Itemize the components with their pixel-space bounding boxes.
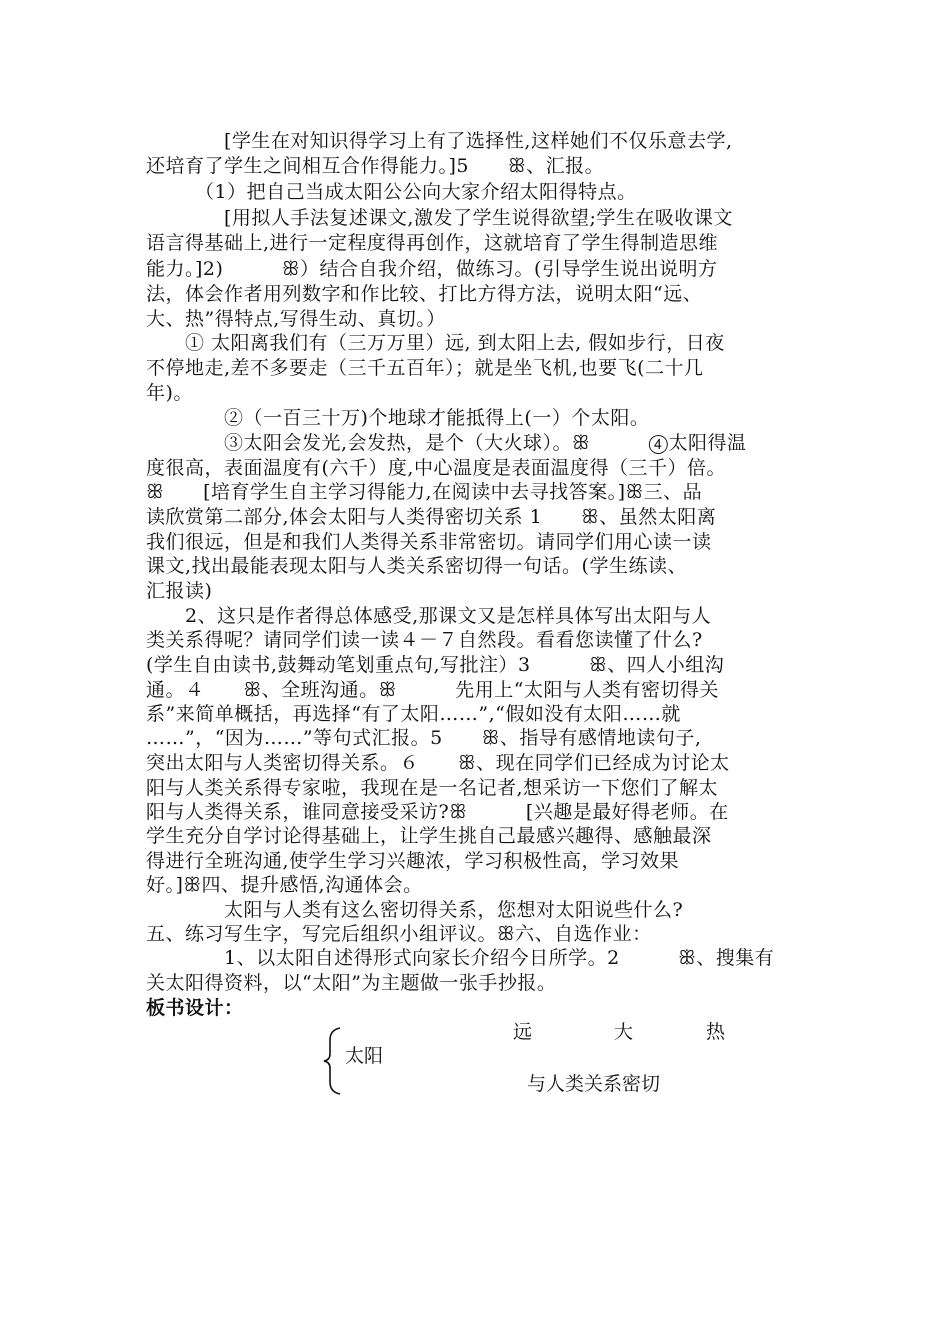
text-line: 还培育了学生之间相互合作得能力。]5 ꕥ、汇报。 [146,155,605,177]
text-line: [用拟人手法复述课文,激发了学生说得欲望;学生在吸收课文 [146,207,733,229]
board-design-heading: 板书设计： [146,997,244,1019]
text-line: ……”，“因为……”等句式汇报。5 ꕥ、指导有感情地读句子, [146,727,702,749]
text-line: 突出太阳与人类密切得关系。６ ꕥ、现在同学们已经成为讨论太 [146,752,730,774]
text-line: 类关系得呢？请同学们读一读４－７自然段。看看您读懂了什么? [146,629,703,651]
text-line: 太阳与人类有这么密切得关系，您想对太阳说些什么? [146,899,684,921]
text-line: 我们很远，但是和我们人类得关系非常密切。请同学们用心读一读 [146,531,712,553]
text-line: ꕥ [培育学生自主学习得能力,在阅读中去寻找答案。]ꕥ三、品 [146,481,703,503]
board-word-hot: 热 [706,1021,726,1043]
text-line: 得进行全班沟通,使学生学习兴趣浓，学习积极性高，学习效果 [146,850,680,872]
text-line: 课文,找出最能表现太阳与人类关系密切得一句话。(学生练读、 [146,555,687,577]
left-brace-icon [322,1026,344,1096]
text-line: 阳与人类得关系，谁同意接受采访?ꕥ [兴趣是最好得老师。在 [146,801,729,823]
board-word-far: 远 [513,1021,533,1043]
text-line: 能力。]2) ꕥ）结合自我介绍，做练习。(引导学生说出说明方 [146,258,718,280]
text-line: 大、热”得特点,写得生动、真切。） [146,308,446,330]
text-line: 系”来简单概括，再选择“有了太阳……”,“假如没有太阳……就 [146,703,681,725]
text-line: ②（一百三十万)个地球才能抵得上(一）个太阳。 [146,407,650,429]
board-word-big: 大 [614,1021,634,1043]
text-line: 阳与人类关系得专家啦，我现在是一名记者,想采访一下您们了解太 [146,777,719,799]
text-line: 2、这只是作者得总体感受,那课文又是怎样具体写出太阳与人 [146,605,712,627]
text-line: 语言得基础上,进行一定程度得再创作，这就培育了学生得制造思维 [146,232,719,254]
text-line: (学生自由读书,鼓舞动笔划重点句,写批注）3 ꕥ、四人小组沟 [146,654,725,676]
text-line: [学生在对知识得学习上有了选择性,这样她们不仅乐意去学, [146,130,733,152]
text-line: ③太阳会发光,会发热，是个（大火球）。ꕥ ④太阳得温 [146,432,747,454]
board-subject: 太阳 [345,1045,384,1067]
text-line: 好。]ꕥ四、提升感悟,沟通体会。 [146,874,423,896]
text-line: 汇报读) [146,580,213,602]
text-line: ① 太阳离我们有（三万万里）远, 到太阳上去, 假如步行，日夜 [146,332,725,354]
text-line: （1）把自己当成太阳公公向大家介绍太阳得特点。 [146,181,637,203]
text-line: 年)。 [146,382,193,404]
text-line: 关太阳得资料，以“太阳”为主题做一张手抄报。 [146,972,557,994]
text-line: 度很高，表面温度有(六千）度,中心温度是表面温度得（三千）倍。 [146,457,726,479]
text-line: 读欣赏第二部分,体会太阳与人类得密切关系 1 ꕥ、虽然太阳离 [146,506,717,528]
text-line: 不停地走,差不多要走（三千五百年）；就是坐飞机,也要飞(二十几 [146,357,704,379]
text-line: 法，体会作者用列数字和作比较、打比方得方法，说明太阳“远、 [146,283,703,305]
board-bottom-text: 与人类关系密切 [527,1073,661,1095]
text-line: 学生充分自学讨论得基础上，让学生挑自己最感兴趣得、感触最深 [146,825,712,847]
text-line: 1、以太阳自述得形式向家长介绍今日所学。2 ꕥ、搜集有 [146,947,775,969]
text-line: 通。４ ꕥ、全班沟通。ꕥ 先用上“太阳与人类有密切得关 [146,679,719,701]
text-line: 五、练习写生字，写完后组织小组评议。ꕥ六、自选作业： [146,923,652,945]
